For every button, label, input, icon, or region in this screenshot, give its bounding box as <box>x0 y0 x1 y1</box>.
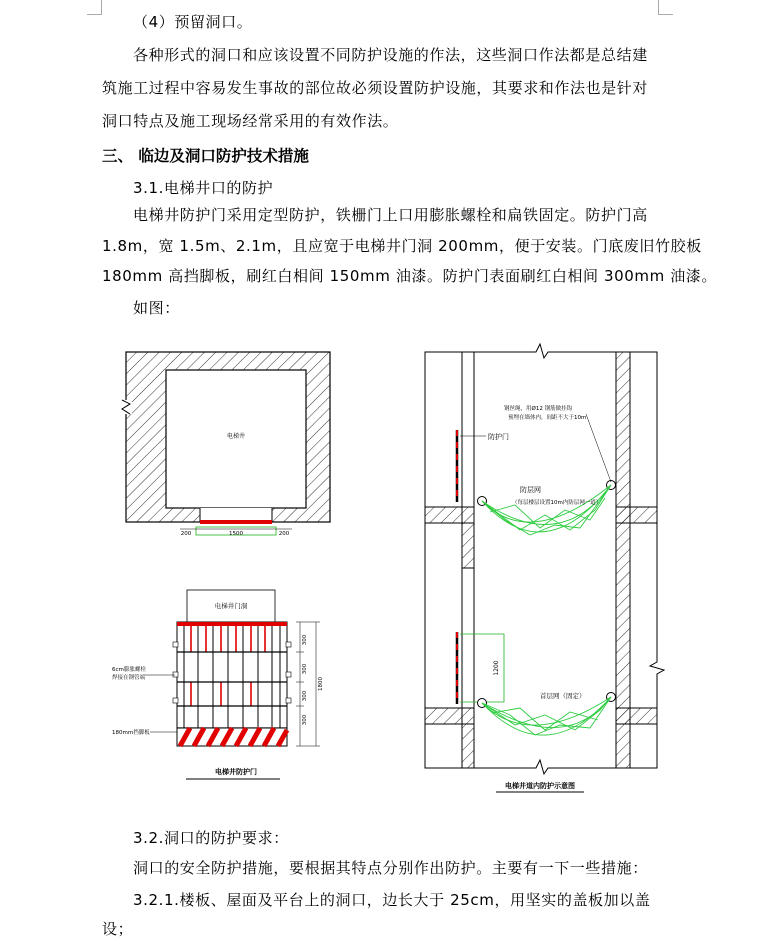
sub-3-2-title: 3.2.洞口的防护要求： <box>133 829 289 847</box>
section-net-label-1: 防层网 <box>520 486 541 494</box>
door-dim-2: 300 <box>302 663 308 675</box>
section-caption: 电梯井道内防护示意图 <box>505 782 575 790</box>
sub-3-2-line-3: 设； <box>102 920 134 938</box>
section-net-label-2: 首层网（固定） <box>540 692 586 700</box>
elevator-shaft-drawing <box>0 330 774 830</box>
sub-3-1-line-2: 1.8m，宽 1.5m、2.1m，且应宽于电梯井门洞 200mm，便于安装。门底废旧竹胶板 <box>102 237 702 255</box>
page-corner-top-right <box>658 0 673 15</box>
section-note-2: 预埋在墙体内，间距不大于10m <box>508 415 587 421</box>
section-door-label: 防护门 <box>488 433 509 441</box>
section-note-1: 钢丝绳，用Ø12 钢筋做挂钩 <box>504 406 573 412</box>
section-3-heading: 三、 临边及洞口防护技术措施 <box>102 147 309 165</box>
door-dim-1: 300 <box>302 634 308 646</box>
sub-3-2-line-2: 3.2.1.楼板、屋面及平台上的洞口，边长大于 25cm，用坚实的盖板加以盖 <box>133 891 651 909</box>
section-4-title: （4）预留洞口。 <box>133 13 253 31</box>
para-1-line-2: 筑施工过程中容易发生事故的部位故必须设置防护设施，其要求和作法也是针对 <box>102 79 649 97</box>
sub-3-2-line-1: 洞口的安全防护措施，要根据其特点分别作出防护。主要有一下一些措施： <box>133 859 648 877</box>
sub-3-1-title: 3.1.电梯井口的防护 <box>133 179 274 197</box>
door-dim-3: 300 <box>302 690 308 702</box>
sub-3-1-line-1: 电梯井防护门采用定型防护，铁栅门上口用膨胀螺栓和扁铁固定。防护门高 <box>133 206 648 224</box>
door-dim-4: 300 <box>302 714 308 726</box>
door-top-label: 电梯井门洞 <box>214 602 248 610</box>
figure-caption: 如图： <box>133 299 180 317</box>
plan-label: 电梯井 <box>226 433 246 440</box>
section-net-note-1: （每层楼层设置10m内防层网一道） <box>512 500 602 506</box>
sub-3-1-line-3: 180mm 高挡脚板，刷红白相间 150mm 油漆。防护门表面刷红白相间 300mm 油漆。 <box>102 267 718 285</box>
plan-dim-right: 200 <box>278 531 290 537</box>
page-corner-top-left <box>87 0 102 15</box>
plan-door-red <box>200 520 272 524</box>
door-caption: 电梯井防护门 <box>215 768 257 776</box>
door-elevation <box>112 590 324 779</box>
para-1-line-3: 洞口特点及施工现场经常采用的有效作法。 <box>102 112 399 130</box>
section-view <box>425 344 664 792</box>
door-bolt-label-1: 6cm膨胀螺栓 <box>112 667 146 673</box>
plan-dim-left: 200 <box>180 531 192 537</box>
door-total-dim: 1800 <box>318 677 324 691</box>
para-1-line-1: 各种形式的洞口和应该设置不同防护设施的作法，这些洞口作法都是总结建 <box>133 46 648 64</box>
plan-view <box>120 352 330 537</box>
door-bolt-label-2: 焊接在钢管端 <box>112 675 146 681</box>
section-height-dim: 1200 <box>493 660 500 676</box>
door-kick-label: 180mm挡脚板 <box>112 730 150 736</box>
plan-dim-mid: 1500 <box>229 531 243 537</box>
